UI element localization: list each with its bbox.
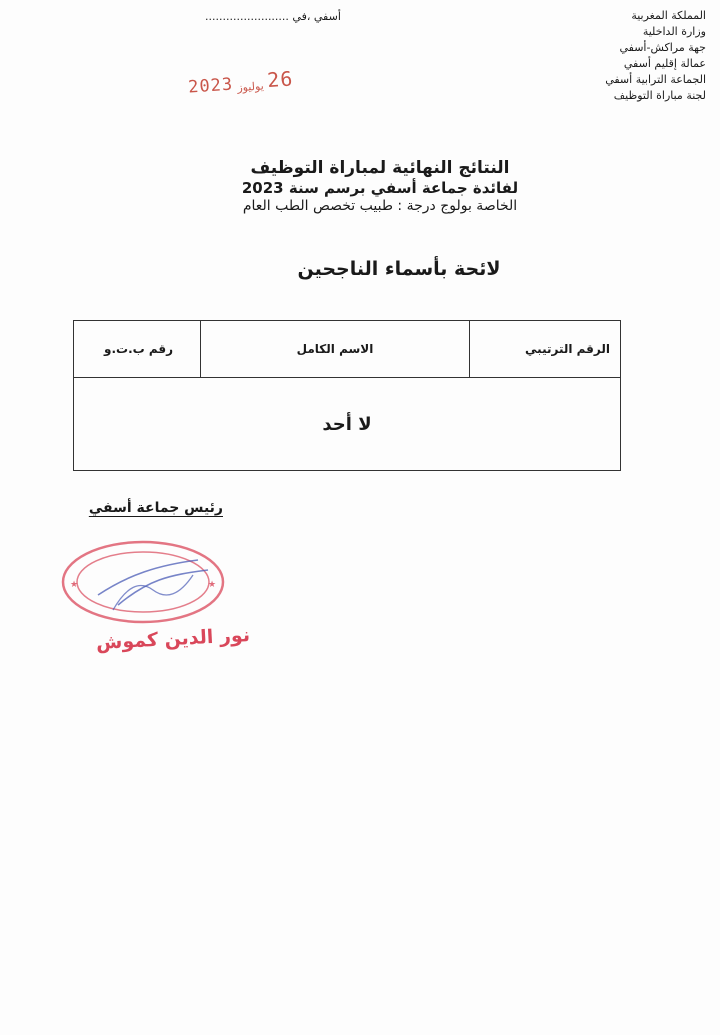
header-full-name: الاسم الكامل	[201, 321, 470, 378]
beneficiary-title: لفائدة جماعة أسفي برسم سنة 2023	[241, 179, 519, 197]
administrative-header	[605, 8, 706, 104]
date-stamp-year: 2023	[187, 74, 234, 98]
official-seal	[58, 535, 228, 630]
results-table	[73, 320, 621, 471]
document-titles	[0, 158, 720, 214]
main-title: النتائج النهائية لمباراة التوظيف	[250, 158, 510, 178]
signatory-title: رئيس جماعة أسفي	[88, 500, 223, 516]
position-title: الخاصة بولوج درجة : طبيب تخصص الطب العام	[242, 198, 518, 214]
header-rank: الرقم الترتيبي	[470, 321, 621, 378]
svg-text:★: ★	[70, 580, 79, 590]
empty-result: لا أحد	[74, 378, 621, 471]
svg-text:★: ★	[208, 580, 217, 590]
header-line-committee: لجنة مباراة التوظيف	[613, 89, 706, 102]
header-line-commune: الجماعة الترابية أسفي	[605, 73, 706, 86]
header-line-region: جهة مراكش-أسفي	[619, 41, 706, 54]
table-row	[74, 378, 621, 471]
date-stamp-month: يوليوز	[236, 79, 265, 95]
header-line-province: عمالة إقليم أسفي	[623, 57, 706, 70]
date-stamp-day: 26	[266, 66, 295, 93]
header-line-ministry: وزارة الداخلية	[642, 25, 706, 38]
header-line-kingdom: المملكة المغربية	[631, 9, 706, 22]
date-stamp	[187, 66, 294, 97]
successful-candidates-title: لائحة بأسماء الناجحين	[297, 258, 501, 280]
header-id-number: رقم ب.ت.و	[74, 321, 201, 378]
place-date-line: أسفي ،في ........................	[205, 10, 341, 23]
table-header-row	[74, 321, 621, 378]
signer-name: نور الدين كموش	[95, 623, 251, 655]
